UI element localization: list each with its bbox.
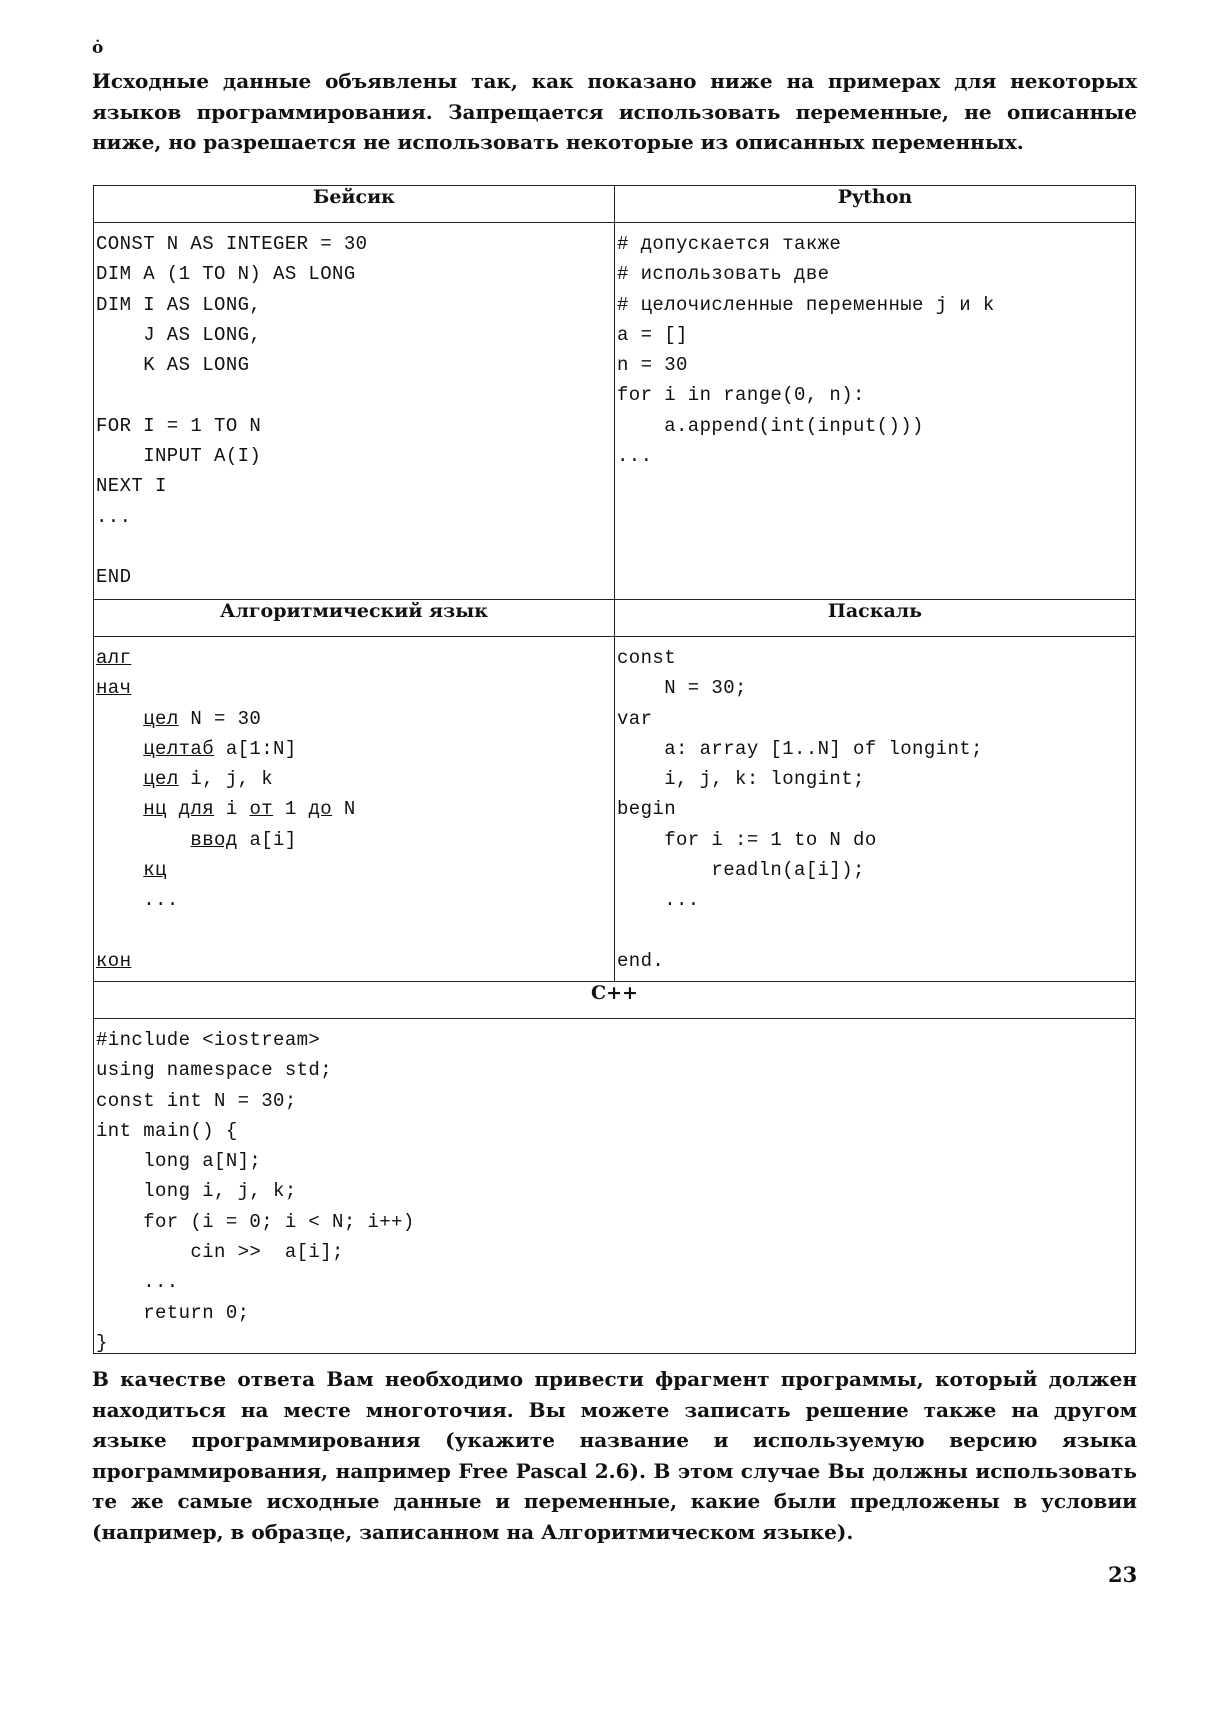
answer-paragraph: В качестве ответа Вам необходимо привести фрагмент программы, который должен находиться на месте многоточия. Вы можете записать решение также на другом языке программирования (укажите название и используемую версию языка программирования, например Free Pascal 2.6). В этом случае Вы должны использовать те же самые исходные данные и переменные, какие были предложены в условии (например, в образце, записанном на Алгоритмическом языке). [92, 1367, 1137, 1544]
algo-kw: кц [143, 859, 167, 882]
page-number: 23 [1108, 1562, 1138, 1587]
algo-kw: для [178, 798, 215, 821]
header-row-3 [94, 982, 1136, 1019]
algo-kw: нач [96, 677, 132, 700]
python-code: # допускается также # использовать две # целочисленные переменные j и k a = [] n = 30 for i in range(0, n): a.append(int(input())) ... [617, 233, 995, 468]
header-basic: Бейсик [94, 186, 615, 223]
code-row-1 [94, 223, 1136, 600]
algo-rest: i, j, k [178, 768, 274, 791]
header-python: Python [615, 186, 1136, 223]
pascal-code: const N = 30; var a: array [1..N] of longint; i, j, k: longint; begin for i := 1 to N do readln(a[i]); ... end. [617, 647, 983, 972]
code-examples-table [93, 185, 1136, 1354]
algo-rest: ... [143, 889, 179, 912]
algo-cell [94, 637, 615, 982]
cpp-cell [94, 1019, 1136, 1354]
algo-kw: от [249, 798, 274, 821]
algo-rest: 1 [273, 798, 309, 821]
code-row-3 [94, 1019, 1136, 1354]
header-algo: Алгоритмический язык [94, 600, 615, 637]
algo-rest: N = 30 [178, 707, 262, 730]
code-row-2 [94, 637, 1136, 982]
pascal-cell [615, 637, 1136, 982]
basic-cell [94, 223, 615, 600]
python-cell [615, 223, 1136, 600]
algo-kw: целтаб [143, 737, 215, 760]
algo-rest: a[1:N] [214, 737, 297, 760]
algo-kw: цел [143, 707, 179, 730]
algo-kw: цел [143, 768, 179, 791]
header-cpp: C++ [94, 982, 1136, 1019]
algo-kw: нц [143, 798, 167, 821]
algo-kw: до [308, 798, 333, 821]
algo-kw: алг [96, 647, 132, 669]
algo-code [94, 637, 614, 981]
algo-rest: i [214, 798, 250, 821]
algo-kw: ввод [190, 828, 238, 851]
algo-rest: a[i] [237, 828, 297, 851]
algo-kw: кон [96, 949, 132, 972]
algo-rest: N [332, 798, 356, 821]
corner-mark: ȯ [92, 38, 104, 58]
basic-code: CONST N AS INTEGER = 30 DIM A (1 TO N) AS LONG DIM I AS LONG, J AS LONG, K AS LONG FOR I = 1 TO N INPUT A(I) NEXT I ... END [96, 233, 368, 589]
cpp-code: #include <iostream> using namespace std; const int N = 30; int main() { long a[N]; long i, j, k; for (i = 0; i < N; i++) cin >> a[i]; ... return 0; } [96, 1029, 415, 1354]
header-row-1 [94, 186, 1136, 223]
header-pascal: Паскаль [615, 600, 1136, 637]
intro-paragraph: Исходные данные объявлены так, как показано ниже на примерах для некоторых языков программирования. Запрещается использовать переменные, не описанные ниже, но разрешается не использовать некоторые из описанных переменных. [92, 69, 1137, 154]
header-row-2 [94, 600, 1136, 637]
